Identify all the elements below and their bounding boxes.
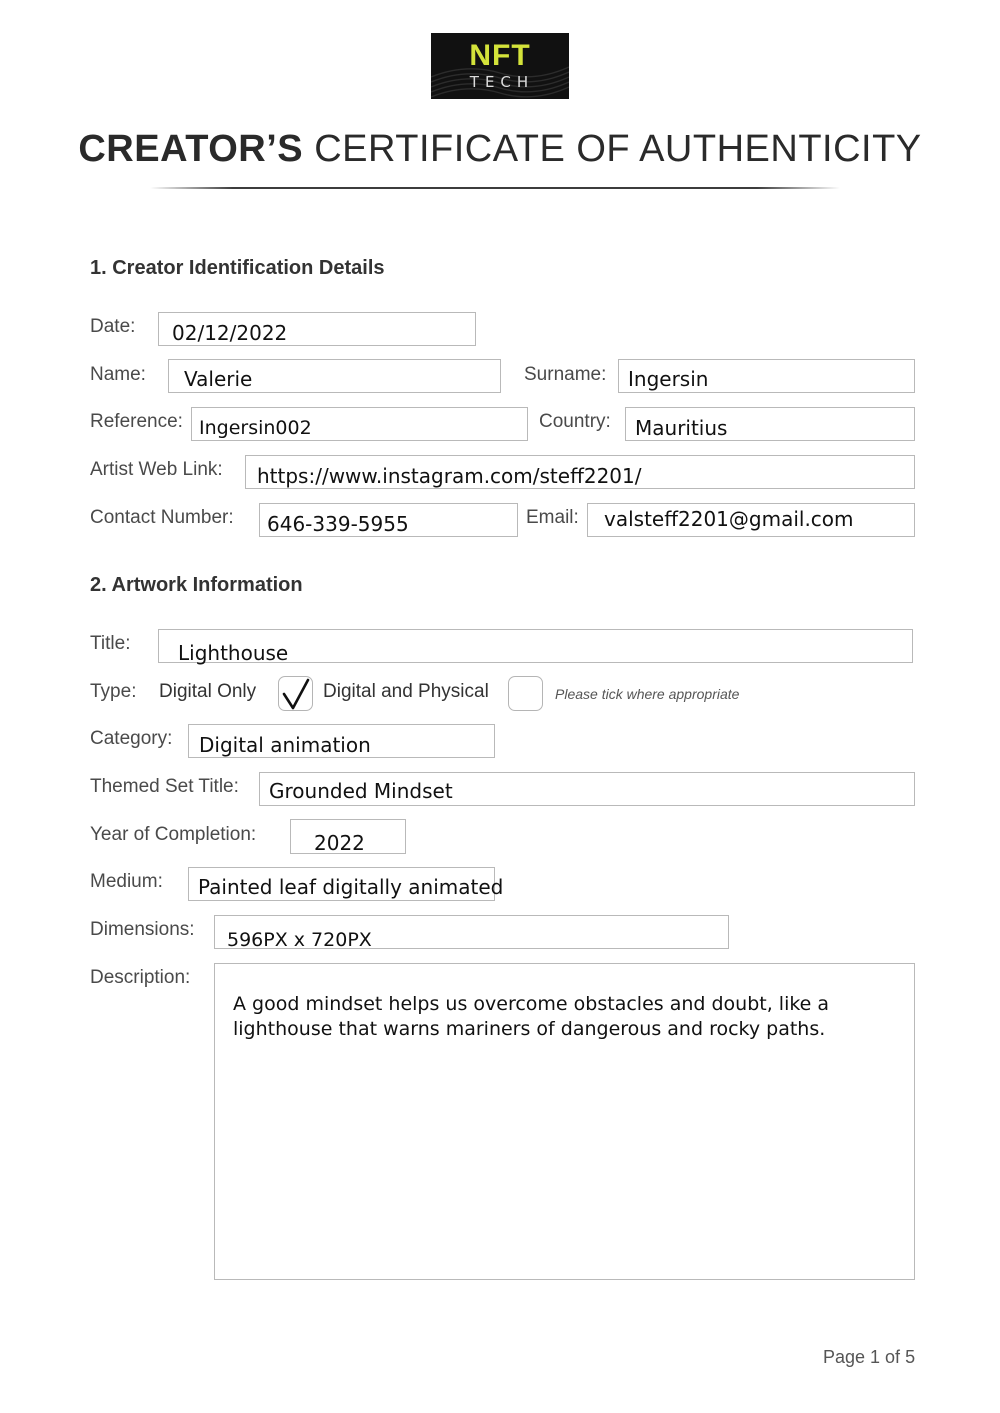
dimensions-field[interactable]	[214, 915, 729, 949]
name-label: Name:	[90, 364, 146, 385]
section-2-heading: 2. Artwork Information	[90, 574, 303, 596]
year-of-completion-field[interactable]	[290, 819, 406, 854]
page-number: Page 1 of 5	[823, 1347, 916, 1367]
surname-value: Ingersin	[628, 367, 709, 391]
year-of-completion-value: 2022	[314, 831, 365, 855]
artist-weblink-value: https://www.instagram.com/steff2201/	[257, 464, 642, 488]
artist-weblink-label: Artist Web Link:	[90, 459, 223, 480]
category-label: Category:	[90, 728, 173, 749]
artwork-title-value: Lighthouse	[178, 641, 289, 665]
name-value: Valerie	[184, 367, 253, 391]
dimensions-label: Dimensions:	[90, 919, 195, 940]
name-field[interactable]	[168, 359, 501, 393]
artwork-title-label: Title:	[90, 633, 131, 654]
type-label: Type:	[90, 681, 137, 702]
email-field[interactable]	[587, 503, 915, 537]
type-digital-physical-label: Digital and Physical	[323, 681, 489, 702]
medium-label: Medium:	[90, 871, 163, 892]
category-field[interactable]	[188, 724, 495, 758]
checkmark-icon	[279, 677, 314, 712]
type-hint-text: Please tick where appropriate	[555, 686, 740, 702]
description-value: A good mindset helps us overcome obstacles and doubt, like a lighthouse that warns mariners of dangerous and rocky paths.	[233, 993, 830, 1040]
medium-field[interactable]	[188, 867, 504, 901]
country-field[interactable]	[625, 407, 915, 441]
reference-field[interactable]	[191, 407, 528, 441]
surname-field[interactable]	[618, 359, 915, 393]
logo-nft-text: NFT	[469, 39, 531, 72]
nft-tech-logo	[431, 33, 569, 99]
medium-value: Painted leaf digitally animated	[198, 875, 504, 899]
digital-physical-checkbox[interactable]	[508, 676, 543, 711]
email-value: valsteff2201@gmail.com	[604, 507, 854, 531]
reference-label: Reference:	[90, 411, 183, 432]
description-label: Description:	[90, 967, 191, 988]
reference-value: Ingersin002	[199, 417, 312, 439]
contact-number-label: Contact Number:	[90, 507, 234, 528]
surname-label: Surname:	[524, 364, 607, 385]
type-digital-only-label: Digital Only	[159, 681, 257, 702]
artist-weblink-field[interactable]	[245, 455, 915, 489]
country-value: Mauritius	[635, 416, 728, 440]
digital-only-checkbox[interactable]	[278, 676, 313, 711]
category-value: Digital animation	[199, 733, 371, 757]
themed-set-title-field[interactable]	[259, 772, 915, 806]
country-label: Country:	[539, 411, 611, 432]
certificate-title	[0, 128, 1000, 171]
certificate-title-bold: CREATOR’S	[78, 128, 304, 170]
logo-tech-text: TECH	[469, 73, 535, 91]
email-label: Email:	[526, 507, 579, 528]
date-field[interactable]	[158, 312, 476, 346]
year-of-completion-label: Year of Completion:	[90, 824, 257, 845]
themed-set-title-value: Grounded Mindset	[269, 779, 453, 803]
description-field[interactable]	[214, 963, 915, 1280]
dimensions-value: 596PX x 720PX	[227, 929, 372, 951]
contact-number-value: 646-339-5955	[267, 512, 409, 536]
title-divider	[150, 187, 840, 189]
contact-number-field[interactable]	[259, 503, 518, 537]
section-1-heading: 1. Creator Identification Details	[90, 257, 385, 279]
themed-set-title-label: Themed Set Title:	[90, 776, 239, 797]
date-value: 02/12/2022	[172, 321, 288, 345]
certificate-title-rest: CERTIFICATE OF AUTHENTICITY	[314, 128, 922, 170]
artwork-title-field[interactable]	[158, 629, 913, 663]
date-label: Date:	[90, 316, 136, 337]
